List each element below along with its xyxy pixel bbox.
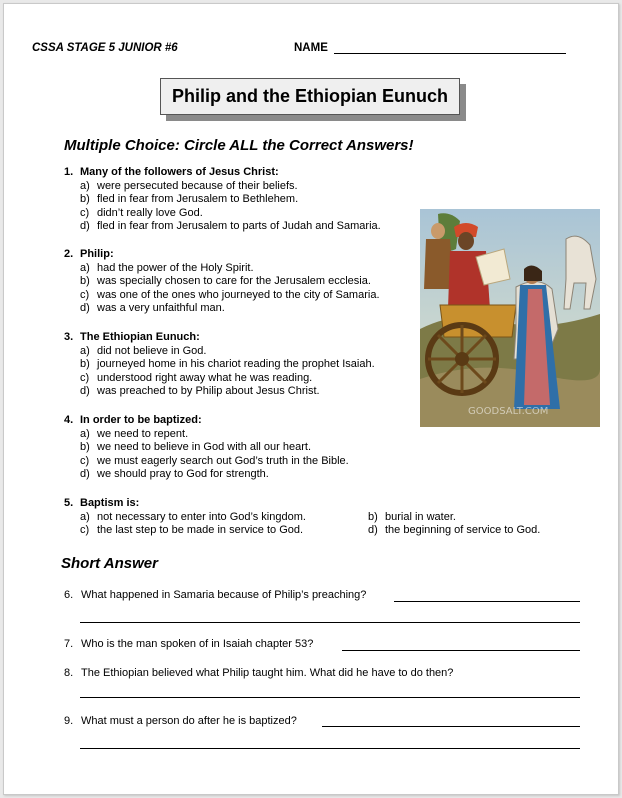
question-5 xyxy=(64,497,568,538)
worksheet-page xyxy=(3,3,619,795)
option-a[interactable]: a) we need to repent. xyxy=(80,427,189,440)
question-number: 4. xyxy=(64,414,74,426)
image-watermark: GOODSALT.COM xyxy=(468,406,549,417)
question-2 xyxy=(64,248,380,316)
option-d[interactable]: d) was preached to by Philip about Jesus Christ. xyxy=(80,385,320,398)
option-a[interactable]: a) were persecuted because of their beliefs. xyxy=(80,179,298,192)
question-text: In order to be baptized: xyxy=(80,414,202,426)
answer-line-9b[interactable] xyxy=(80,748,580,749)
illustration-svg xyxy=(420,209,600,427)
answer-line-8[interactable] xyxy=(80,697,580,698)
question-number: 2. xyxy=(64,248,74,260)
question-text: Baptism is: xyxy=(80,497,140,509)
option-c[interactable]: c) was one of the ones who journeyed to the city of Samaria. xyxy=(80,288,380,301)
question-number: 3. xyxy=(64,331,74,343)
answer-line-6a[interactable] xyxy=(394,601,580,602)
course-label: CSSA STAGE 5 JUNIOR #6 xyxy=(32,42,178,54)
name-answer-line xyxy=(334,53,566,54)
question-text: Many of the followers of Jesus Christ: xyxy=(80,166,279,178)
option-c[interactable]: c) didn’t really love God. xyxy=(80,206,203,219)
option-b[interactable]: b) we need to believe in God with all our heart. xyxy=(80,441,312,454)
option-a[interactable]: a) not necessary to enter into God’s kingdom. xyxy=(80,510,306,523)
option-d[interactable]: d) fled in fear from Jerusalem to parts of Judah and Samaria. xyxy=(80,220,381,233)
philip-ethiopian-chariot-illustration xyxy=(420,209,600,427)
option-c[interactable]: c) understood right away what he was reading. xyxy=(80,371,313,384)
short-answer-6: 6. What happened in Samaria because of Philip’s preaching? xyxy=(64,589,367,601)
option-b[interactable]: b) journeyed home in his chariot reading the prophet Isaiah. xyxy=(80,358,375,371)
short-answer-heading: Short Answer xyxy=(61,555,158,572)
option-d[interactable]: d) we should pray to God for strength. xyxy=(80,468,269,481)
question-5-options xyxy=(64,511,568,538)
wheel-hub xyxy=(455,352,469,366)
question-1 xyxy=(64,166,381,234)
name-label: NAME xyxy=(294,42,328,54)
question-number: 5. xyxy=(64,497,74,509)
option-a[interactable]: a) had the power of the Holy Spirit. xyxy=(80,261,254,274)
question-3 xyxy=(64,331,375,399)
short-answer-9: 9. What must a person do after he is baptized? xyxy=(64,715,297,727)
option-a[interactable]: a) did not believe in God. xyxy=(80,344,207,357)
option-d[interactable]: d) was a very unfaithful man. xyxy=(80,302,225,315)
question-text: Philip: xyxy=(80,248,114,260)
option-b[interactable]: b) burial in water. xyxy=(368,510,456,523)
answer-line-7[interactable] xyxy=(342,650,580,651)
option-b[interactable]: b) was specially chosen to care for the Jerusalem ecclesia. xyxy=(80,275,371,288)
short-answer-8: 8. The Ethiopian believed what Philip taught him. What did he have to do then? xyxy=(64,667,454,679)
worksheet-title: Philip and the Ethiopian Eunuch xyxy=(160,78,460,115)
question-number: 1. xyxy=(64,166,74,178)
option-c[interactable]: c) the last step to be made in service to God. xyxy=(80,524,304,537)
short-answer-7: 7. Who is the man spoken of in Isaiah chapter 53? xyxy=(64,638,314,650)
answer-line-6b[interactable] xyxy=(80,622,580,623)
option-b[interactable]: b) fled in fear from Jerusalem to Bethlehem. xyxy=(80,193,299,206)
answer-line-9a[interactable] xyxy=(322,726,580,727)
question-text: The Ethiopian Eunuch: xyxy=(80,331,200,343)
option-d[interactable]: d) the beginning of service to God. xyxy=(368,524,541,537)
eunuch-head xyxy=(458,232,474,250)
option-c[interactable]: c) we must eagerly search out God’s truth in the Bible. xyxy=(80,454,349,467)
question-4 xyxy=(64,414,349,482)
servant-head xyxy=(431,223,445,239)
multiple-choice-heading: Multiple Choice: Circle ALL the Correct Answers! xyxy=(64,137,414,154)
